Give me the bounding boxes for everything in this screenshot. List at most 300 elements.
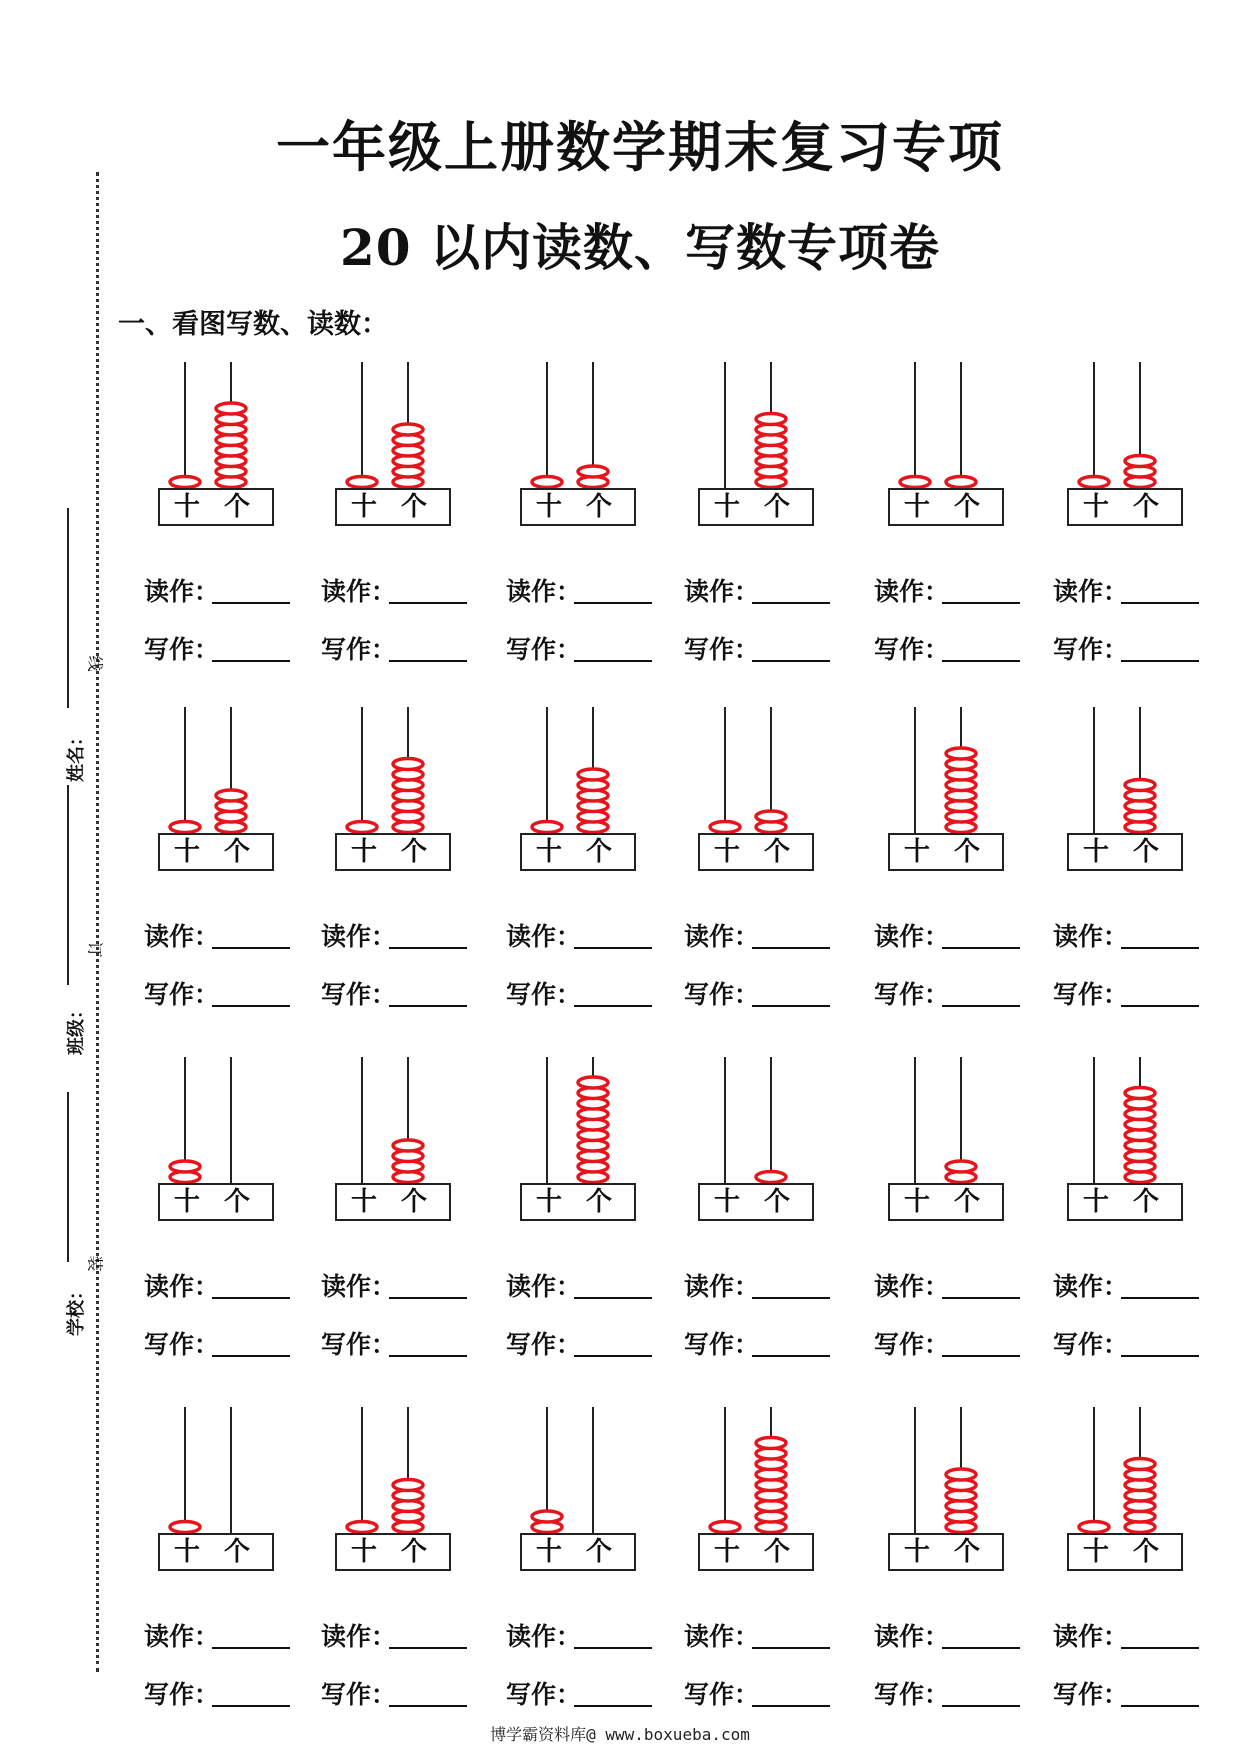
read-label: 读作： xyxy=(684,577,760,606)
write-label: 写作： xyxy=(321,1330,397,1359)
read-label: 读作： xyxy=(321,922,397,951)
tens-place-label: 十 xyxy=(714,1537,741,1567)
ones-place-label: 个 xyxy=(1133,837,1160,867)
write-label: 写作： xyxy=(144,980,220,1009)
write-answer-field[interactable] xyxy=(684,1675,844,1709)
write-blank-line[interactable] xyxy=(574,660,652,662)
write-blank-line[interactable] xyxy=(1121,1355,1199,1357)
write-blank-line[interactable] xyxy=(1121,660,1199,662)
read-answer-field[interactable] xyxy=(321,917,481,951)
write-answer-field[interactable] xyxy=(874,630,1034,664)
read-blank-line[interactable] xyxy=(1121,602,1199,604)
tens-bead xyxy=(900,477,930,488)
ones-bead xyxy=(578,1077,608,1088)
abacus-figure xyxy=(1057,705,1187,885)
abacus-base-box xyxy=(520,488,636,526)
read-label: 读作： xyxy=(144,922,220,951)
read-answer-field[interactable] xyxy=(874,572,1034,606)
abacus-figure xyxy=(148,705,278,885)
tens-place-label: 十 xyxy=(714,492,741,522)
write-label: 写作： xyxy=(874,635,950,664)
tens-place-label: 十 xyxy=(714,837,741,867)
write-blank-line[interactable] xyxy=(389,1355,467,1357)
read-blank-line[interactable] xyxy=(574,602,652,604)
abacus-figure xyxy=(510,1055,640,1235)
read-blank-line[interactable] xyxy=(752,947,830,949)
read-blank-line[interactable] xyxy=(212,1647,290,1649)
abacus-figure xyxy=(325,1405,455,1585)
read-answer-field[interactable] xyxy=(144,1617,304,1651)
write-answer-field[interactable] xyxy=(321,630,481,664)
ones-place-label: 个 xyxy=(224,1187,251,1217)
abacus-figure xyxy=(688,1405,818,1585)
read-label: 读作： xyxy=(1053,577,1129,606)
ones-place-label: 个 xyxy=(954,837,981,867)
read-blank-line[interactable] xyxy=(389,602,467,604)
tens-bead xyxy=(347,477,377,488)
write-blank-line[interactable] xyxy=(942,660,1020,662)
write-label: 写作： xyxy=(1053,635,1129,664)
ones-bead xyxy=(1125,780,1155,791)
write-answer-field[interactable] xyxy=(874,1675,1034,1709)
tens-place-label: 十 xyxy=(351,1187,378,1217)
binding-line-mark: 线 xyxy=(85,655,105,672)
ones-place-label: 个 xyxy=(1133,492,1160,522)
write-label: 写作： xyxy=(144,1330,220,1359)
write-blank-line[interactable] xyxy=(212,1005,290,1007)
read-answer-field[interactable] xyxy=(684,572,844,606)
ones-place-label: 个 xyxy=(224,1537,251,1567)
read-answer-field[interactable] xyxy=(321,1267,481,1301)
page-title: 一年级上册数学期末复习专项 xyxy=(276,115,1004,179)
abacus-rods xyxy=(688,705,818,835)
write-answer-field[interactable] xyxy=(874,1325,1034,1359)
abacus-rods xyxy=(148,1055,278,1185)
ones-place-label: 个 xyxy=(1133,1537,1160,1567)
ones-bead xyxy=(1125,1459,1155,1470)
write-answer-field[interactable] xyxy=(144,1325,304,1359)
name-field-line xyxy=(67,508,69,708)
write-answer-field[interactable] xyxy=(144,1675,304,1709)
abacus-figure xyxy=(325,705,455,885)
write-label: 写作： xyxy=(144,1680,220,1709)
abacus-rods xyxy=(148,705,278,835)
abacus-rods xyxy=(688,360,818,490)
read-label: 读作： xyxy=(684,1622,760,1651)
read-label: 读作： xyxy=(144,1622,220,1651)
write-answer-field[interactable] xyxy=(144,630,304,664)
tens-place-label: 十 xyxy=(536,1537,563,1567)
read-answer-field[interactable] xyxy=(684,917,844,951)
abacus-figure xyxy=(510,705,640,885)
read-label: 读作： xyxy=(321,1622,397,1651)
read-answer-field[interactable] xyxy=(321,572,481,606)
abacus-rods xyxy=(148,360,278,490)
read-answer-field[interactable] xyxy=(506,1267,666,1301)
ones-place-label: 个 xyxy=(764,492,791,522)
ones-place-label: 个 xyxy=(954,1187,981,1217)
ones-place-label: 个 xyxy=(586,1537,613,1567)
write-blank-line[interactable] xyxy=(574,1355,652,1357)
write-label: 写作： xyxy=(321,635,397,664)
footer-watermark: 博学霸资料库@ www.boxueba.com xyxy=(490,1725,750,1744)
ones-bead xyxy=(578,769,608,780)
tens-bead xyxy=(710,1522,740,1533)
read-answer-field[interactable] xyxy=(144,917,304,951)
abacus-figure xyxy=(1057,1405,1187,1585)
write-label: 写作： xyxy=(321,1680,397,1709)
write-blank-line[interactable] xyxy=(389,1705,467,1707)
abacus-rods xyxy=(325,360,455,490)
read-answer-field[interactable] xyxy=(874,917,1034,951)
abacus-rods xyxy=(878,360,1008,490)
abacus-base-box xyxy=(335,1183,451,1221)
read-blank-line[interactable] xyxy=(1121,1297,1199,1299)
write-answer-field[interactable] xyxy=(506,1675,666,1709)
abacus-rods xyxy=(878,1405,1008,1535)
read-label: 读作： xyxy=(144,1272,220,1301)
abacus-figure xyxy=(688,1055,818,1235)
ones-bead xyxy=(756,1172,786,1183)
ones-bead xyxy=(393,1140,423,1151)
abacus-rods xyxy=(325,705,455,835)
tens-bead xyxy=(532,822,562,833)
read-answer-field[interactable] xyxy=(144,572,304,606)
abacus-rods xyxy=(510,705,640,835)
abacus-base-box xyxy=(335,833,451,871)
ones-bead xyxy=(578,466,608,477)
tens-place-label: 十 xyxy=(351,837,378,867)
write-label: 写作： xyxy=(684,1330,760,1359)
write-blank-line[interactable] xyxy=(574,1705,652,1707)
tens-bead xyxy=(532,477,562,488)
binding-dotted-line xyxy=(96,172,99,1672)
write-label: 写作： xyxy=(506,980,582,1009)
abacus-rods xyxy=(688,1405,818,1535)
ones-bead xyxy=(756,414,786,425)
abacus-base-box xyxy=(335,488,451,526)
read-label: 读作： xyxy=(1053,1272,1129,1301)
tens-place-label: 十 xyxy=(1083,1187,1110,1217)
read-label: 读作： xyxy=(684,1272,760,1301)
write-answer-field[interactable] xyxy=(321,975,481,1009)
write-answer-field[interactable] xyxy=(684,975,844,1009)
read-label: 读作： xyxy=(506,1272,582,1301)
write-answer-field[interactable] xyxy=(144,975,304,1009)
abacus-rods xyxy=(1057,1055,1187,1185)
read-blank-line[interactable] xyxy=(212,602,290,604)
tens-place-label: 十 xyxy=(904,837,931,867)
tens-place-label: 十 xyxy=(536,1187,563,1217)
abacus-base-box xyxy=(1067,488,1183,526)
write-blank-line[interactable] xyxy=(752,1355,830,1357)
read-answer-field[interactable] xyxy=(874,1267,1034,1301)
page-subtitle: 20 以内读数、写数专项卷 xyxy=(340,218,940,277)
ones-place-label: 个 xyxy=(586,492,613,522)
read-answer-field[interactable] xyxy=(684,1617,844,1651)
abacus-base-box xyxy=(158,1533,274,1571)
ones-place-label: 个 xyxy=(401,837,428,867)
tens-place-label: 十 xyxy=(174,492,201,522)
abacus-rods xyxy=(1057,705,1187,835)
abacus-base-box xyxy=(1067,1183,1183,1221)
abacus-base-box xyxy=(698,1183,814,1221)
tens-bead xyxy=(1079,477,1109,488)
write-blank-line[interactable] xyxy=(212,1355,290,1357)
write-label: 写作： xyxy=(684,635,760,664)
read-label: 读作： xyxy=(874,922,950,951)
abacus-base-box xyxy=(158,833,274,871)
ones-bead xyxy=(946,1469,976,1480)
read-blank-line[interactable] xyxy=(389,1297,467,1299)
abacus-base-box xyxy=(520,1533,636,1571)
ones-bead xyxy=(1125,1088,1155,1099)
read-answer-field[interactable] xyxy=(1053,572,1213,606)
abacus-base-box xyxy=(698,1533,814,1571)
read-blank-line[interactable] xyxy=(1121,947,1199,949)
read-label: 读作： xyxy=(506,577,582,606)
tens-bead xyxy=(170,1522,200,1533)
tens-place-label: 十 xyxy=(1083,1537,1110,1567)
abacus-figure xyxy=(1057,360,1187,540)
read-label: 读作： xyxy=(506,922,582,951)
read-label: 读作： xyxy=(1053,1622,1129,1651)
write-answer-field[interactable] xyxy=(1053,975,1213,1009)
abacus-figure xyxy=(325,1055,455,1235)
read-label: 读作： xyxy=(874,1272,950,1301)
ones-bead xyxy=(946,748,976,759)
tens-bead xyxy=(710,822,740,833)
abacus-rods xyxy=(510,360,640,490)
abacus-figure xyxy=(325,360,455,540)
write-blank-line[interactable] xyxy=(1121,1005,1199,1007)
ones-place-label: 个 xyxy=(224,492,251,522)
tens-bead xyxy=(170,1161,200,1172)
abacus-rods xyxy=(510,1405,640,1535)
write-blank-line[interactable] xyxy=(942,1705,1020,1707)
write-answer-field[interactable] xyxy=(506,630,666,664)
write-answer-field[interactable] xyxy=(1053,1675,1213,1709)
ones-bead xyxy=(756,811,786,822)
abacus-rods xyxy=(325,1405,455,1535)
abacus-figure xyxy=(878,1405,1008,1585)
section-heading: 一、看图写数、读数： xyxy=(118,309,388,340)
write-blank-line[interactable] xyxy=(574,1005,652,1007)
read-answer-field[interactable] xyxy=(506,1617,666,1651)
tens-place-label: 十 xyxy=(351,1537,378,1567)
tens-bead xyxy=(170,477,200,488)
write-blank-line[interactable] xyxy=(942,1355,1020,1357)
abacus-base-box xyxy=(520,1183,636,1221)
tens-place-label: 十 xyxy=(1083,492,1110,522)
read-blank-line[interactable] xyxy=(574,1297,652,1299)
write-answer-field[interactable] xyxy=(684,1325,844,1359)
binding-staple-mark: 订 xyxy=(85,941,105,958)
ones-bead xyxy=(216,403,246,414)
ones-place-label: 个 xyxy=(224,837,251,867)
ones-place-label: 个 xyxy=(954,492,981,522)
write-label: 写作： xyxy=(874,1680,950,1709)
tens-place-label: 十 xyxy=(904,492,931,522)
read-answer-field[interactable] xyxy=(506,917,666,951)
read-answer-field[interactable] xyxy=(1053,1267,1213,1301)
write-label: 写作： xyxy=(684,1680,760,1709)
read-blank-line[interactable] xyxy=(752,602,830,604)
write-blank-line[interactable] xyxy=(752,1705,830,1707)
ones-bead xyxy=(1125,456,1155,467)
read-label: 读作： xyxy=(506,1622,582,1651)
abacus-base-box xyxy=(1067,833,1183,871)
abacus-base-box xyxy=(888,488,1004,526)
ones-place-label: 个 xyxy=(586,837,613,867)
ones-place-label: 个 xyxy=(954,1537,981,1567)
write-answer-field[interactable] xyxy=(321,1325,481,1359)
read-blank-line[interactable] xyxy=(1121,1647,1199,1649)
read-blank-line[interactable] xyxy=(942,602,1020,604)
abacus-figure xyxy=(148,1405,278,1585)
abacus-figure xyxy=(878,360,1008,540)
read-label: 读作： xyxy=(321,1272,397,1301)
write-answer-field[interactable] xyxy=(321,1675,481,1709)
ones-place-label: 个 xyxy=(401,492,428,522)
read-blank-line[interactable] xyxy=(752,1297,830,1299)
read-label: 读作： xyxy=(1053,922,1129,951)
read-blank-line[interactable] xyxy=(389,947,467,949)
write-answer-field[interactable] xyxy=(506,1325,666,1359)
tens-bead xyxy=(347,1522,377,1533)
write-label: 写作： xyxy=(506,1680,582,1709)
read-answer-field[interactable] xyxy=(506,572,666,606)
write-label: 写作： xyxy=(506,1330,582,1359)
binding-bind-mark: 装 xyxy=(85,1255,105,1272)
abacus-rods xyxy=(688,1055,818,1185)
read-label: 读作： xyxy=(144,577,220,606)
write-blank-line[interactable] xyxy=(942,1005,1020,1007)
abacus-figure xyxy=(688,360,818,540)
read-blank-line[interactable] xyxy=(389,1647,467,1649)
write-blank-line[interactable] xyxy=(752,1005,830,1007)
ones-bead xyxy=(393,424,423,435)
read-label: 读作： xyxy=(321,577,397,606)
abacus-figure xyxy=(510,1405,640,1585)
write-blank-line[interactable] xyxy=(389,1005,467,1007)
school-label: 学校： xyxy=(66,1282,87,1336)
abacus-rods xyxy=(510,1055,640,1185)
ones-place-label: 个 xyxy=(764,1187,791,1217)
write-label: 写作： xyxy=(1053,1680,1129,1709)
read-blank-line[interactable] xyxy=(752,1647,830,1649)
abacus-base-box xyxy=(888,1533,1004,1571)
write-answer-field[interactable] xyxy=(874,975,1034,1009)
abacus-rods xyxy=(1057,1405,1187,1535)
write-blank-line[interactable] xyxy=(212,1705,290,1707)
abacus-base-box xyxy=(158,488,274,526)
tens-place-label: 十 xyxy=(536,837,563,867)
class-field-line xyxy=(67,785,69,985)
abacus-base-box xyxy=(520,833,636,871)
ones-bead xyxy=(946,1161,976,1172)
write-blank-line[interactable] xyxy=(1121,1705,1199,1707)
abacus-base-box xyxy=(698,833,814,871)
write-label: 写作： xyxy=(506,635,582,664)
abacus-figure xyxy=(688,705,818,885)
read-blank-line[interactable] xyxy=(942,947,1020,949)
tens-bead xyxy=(532,1511,562,1522)
read-blank-line[interactable] xyxy=(574,947,652,949)
abacus-base-box xyxy=(888,833,1004,871)
tens-place-label: 十 xyxy=(174,1537,201,1567)
write-blank-line[interactable] xyxy=(752,660,830,662)
write-label: 写作： xyxy=(144,635,220,664)
write-answer-field[interactable] xyxy=(1053,630,1213,664)
abacus-base-box xyxy=(698,488,814,526)
write-answer-field[interactable] xyxy=(684,630,844,664)
write-label: 写作： xyxy=(1053,1330,1129,1359)
read-answer-field[interactable] xyxy=(874,1617,1034,1651)
read-answer-field[interactable] xyxy=(1053,917,1213,951)
read-blank-line[interactable] xyxy=(212,947,290,949)
abacus-base-box xyxy=(1067,1533,1183,1571)
ones-place-label: 个 xyxy=(586,1187,613,1217)
write-label: 写作： xyxy=(321,980,397,1009)
ones-place-label: 个 xyxy=(401,1537,428,1567)
tens-bead xyxy=(170,822,200,833)
tens-place-label: 十 xyxy=(351,492,378,522)
read-label: 读作： xyxy=(874,1622,950,1651)
abacus-rods xyxy=(878,705,1008,835)
write-label: 写作： xyxy=(684,980,760,1009)
write-blank-line[interactable] xyxy=(212,660,290,662)
write-answer-field[interactable] xyxy=(1053,1325,1213,1359)
school-field-line xyxy=(67,1092,69,1262)
read-blank-line[interactable] xyxy=(212,1297,290,1299)
tens-place-label: 十 xyxy=(714,1187,741,1217)
write-label: 写作： xyxy=(874,980,950,1009)
abacus-figure xyxy=(510,360,640,540)
tens-place-label: 十 xyxy=(904,1187,931,1217)
write-blank-line[interactable] xyxy=(389,660,467,662)
class-label: 班级： xyxy=(66,1001,87,1055)
abacus-figure xyxy=(878,705,1008,885)
abacus-rods xyxy=(148,1405,278,1535)
tens-bead xyxy=(1079,1522,1109,1533)
abacus-base-box xyxy=(335,1533,451,1571)
abacus-figure xyxy=(878,1055,1008,1235)
ones-place-label: 个 xyxy=(401,1187,428,1217)
abacus-figure xyxy=(148,360,278,540)
read-label: 读作： xyxy=(874,577,950,606)
tens-bead xyxy=(347,822,377,833)
read-blank-line[interactable] xyxy=(942,1647,1020,1649)
write-label: 写作： xyxy=(1053,980,1129,1009)
read-answer-field[interactable] xyxy=(321,1617,481,1651)
tens-place-label: 十 xyxy=(536,492,563,522)
name-label: 姓名： xyxy=(66,728,87,782)
read-blank-line[interactable] xyxy=(942,1297,1020,1299)
abacus-base-box xyxy=(158,1183,274,1221)
ones-place-label: 个 xyxy=(764,837,791,867)
read-answer-field[interactable] xyxy=(144,1267,304,1301)
tens-place-label: 十 xyxy=(174,837,201,867)
read-answer-field[interactable] xyxy=(684,1267,844,1301)
abacus-figure xyxy=(1057,1055,1187,1235)
write-answer-field[interactable] xyxy=(506,975,666,1009)
ones-place-label: 个 xyxy=(1133,1187,1160,1217)
read-blank-line[interactable] xyxy=(574,1647,652,1649)
read-answer-field[interactable] xyxy=(1053,1617,1213,1651)
ones-bead xyxy=(393,759,423,770)
write-label: 写作： xyxy=(874,1330,950,1359)
